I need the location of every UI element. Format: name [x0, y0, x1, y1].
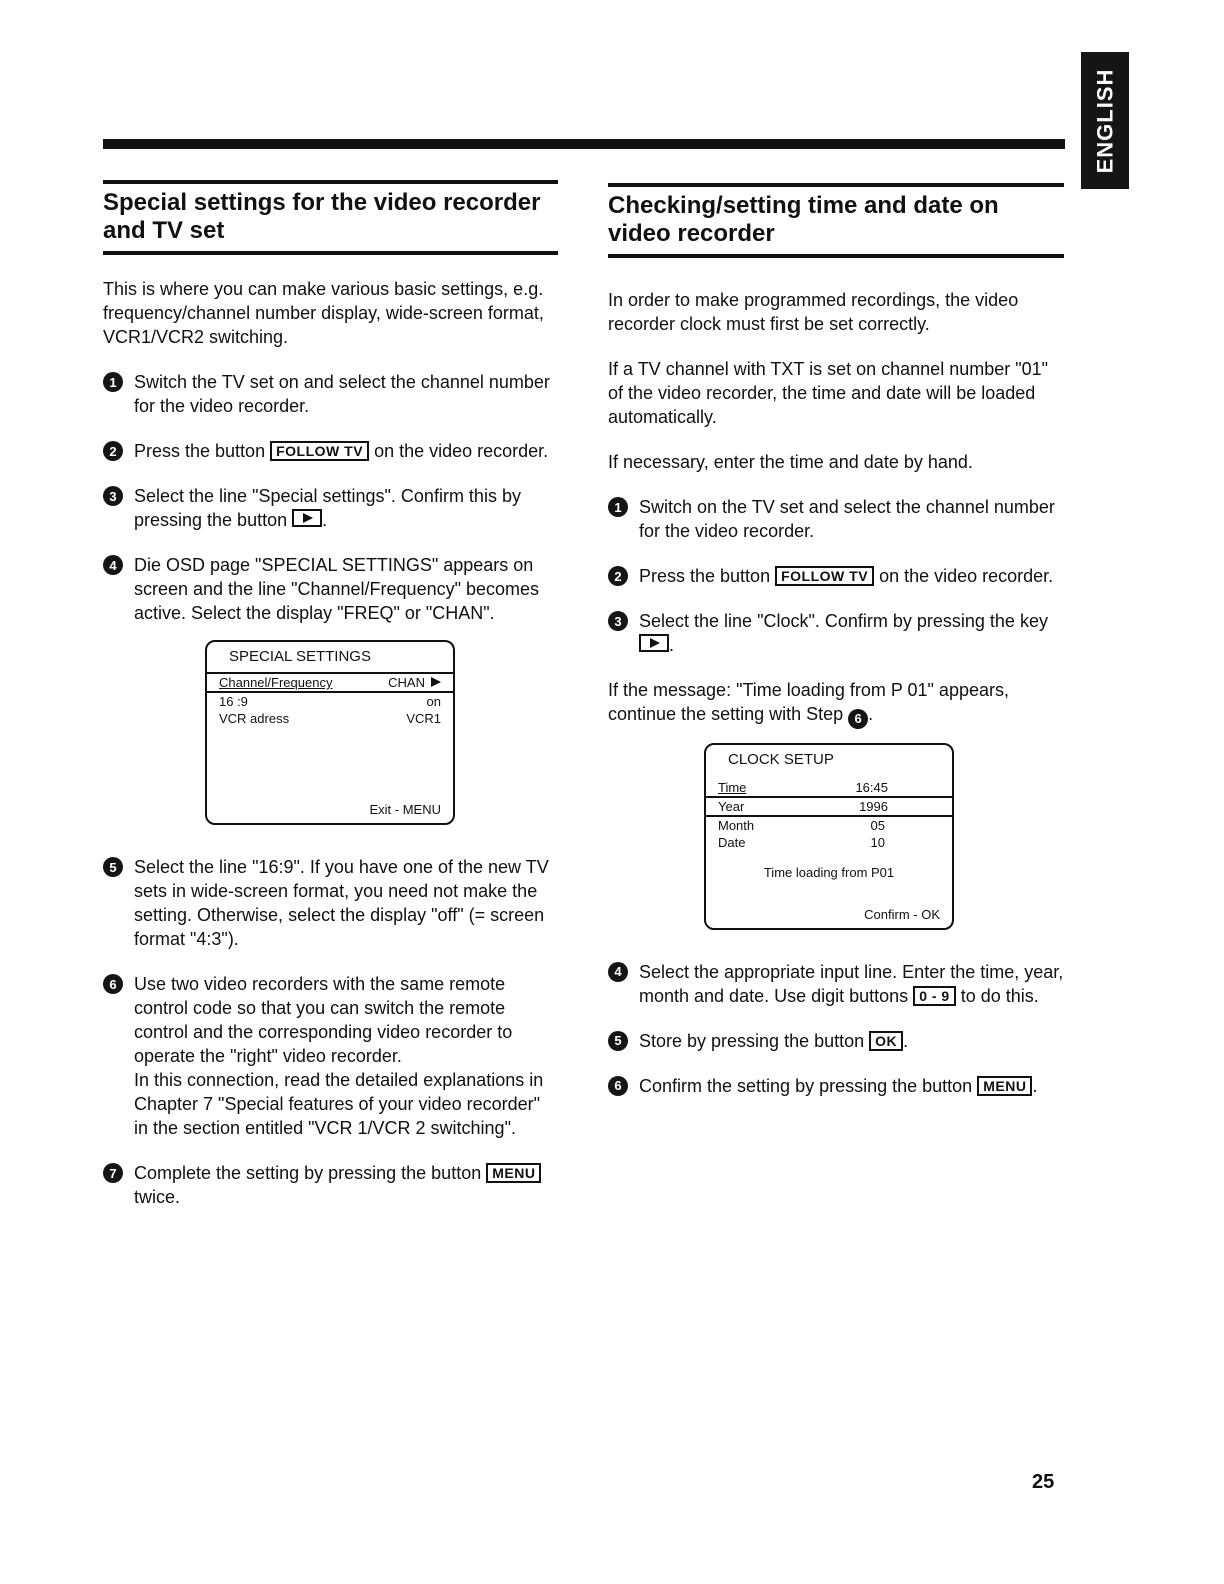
step-text: Select the line "16:9". If you have one of the new TV sets in wide-screen format, you need not make the setting. Otherwise, select the display "off" (= screen format "4:3").	[134, 857, 549, 949]
step-number: 3	[103, 486, 123, 506]
language-label: ENGLISH	[1092, 68, 1118, 173]
step-text: Press the button	[639, 566, 771, 586]
message-text-end: .	[868, 704, 874, 724]
osd-row-label: Date	[718, 834, 746, 850]
osd-row-label: Channel/Frequency	[219, 675, 333, 690]
osd-footer: Exit - MENU	[369, 802, 441, 817]
play-arrow-icon	[431, 677, 441, 687]
section-heading-box	[103, 180, 558, 255]
step-7	[103, 1161, 558, 1209]
osd-row-label: Month	[718, 817, 755, 833]
step-text: .	[1032, 1075, 1038, 1096]
step-text: .	[903, 1030, 909, 1051]
message-text: If the message: "Time loading from P 01" appears, continue the setting with Step	[608, 680, 1009, 724]
step-reference: 6	[848, 709, 868, 729]
ok-key: OK	[869, 1031, 903, 1051]
osd-row-value: VCR1	[406, 711, 441, 726]
osd-message: Time loading from P01	[763, 864, 895, 880]
paragraph-2: If a TV channel with TXT is set on channel number "01" of the video recorder, the time and date will be loaded automatically.	[608, 359, 1049, 427]
page-number: 25	[1032, 1471, 1055, 1493]
step-number: 6	[608, 1076, 628, 1096]
step-6	[608, 1074, 1064, 1098]
clock-setup-osd	[704, 743, 954, 930]
menu-key: MENU	[977, 1076, 1032, 1096]
osd-title: SPECIAL SETTINGS	[229, 648, 371, 665]
special-settings-osd	[205, 640, 455, 825]
step-3	[103, 484, 558, 532]
step-number: 6	[103, 974, 123, 994]
step-5	[608, 1029, 1064, 1053]
step-number: 3	[608, 611, 628, 631]
step-number: 5	[103, 857, 123, 877]
step-number: 5	[608, 1031, 628, 1051]
language-tab	[1081, 52, 1129, 189]
osd-row-year	[706, 796, 952, 817]
osd-row-value: 1996	[859, 798, 888, 814]
header-rule	[103, 139, 1065, 149]
step-text: Select the line "Clock". Confirm by pressing the key	[639, 611, 1048, 631]
step-text: Die OSD page "SPECIAL SETTINGS" appears on screen and the line "Channel/Frequency" becomes active. Select the display "FREQ" or "CHAN".	[134, 555, 540, 623]
osd-row-value: CHAN	[388, 675, 425, 690]
step-1	[103, 370, 558, 418]
clock-setup-section	[608, 183, 1064, 1098]
step-3	[608, 609, 1064, 657]
step-4	[103, 553, 558, 625]
section-heading: Special settings for the video recorder and TV set	[103, 189, 541, 244]
step-number: 1	[103, 372, 123, 392]
osd-row-value: on	[426, 694, 441, 709]
step-number: 4	[608, 962, 628, 982]
step-2	[608, 564, 1064, 588]
step-text: twice.	[134, 1187, 181, 1207]
osd-row-vcr	[207, 710, 453, 727]
step-number: 7	[103, 1163, 123, 1183]
paragraph-1: In order to make programmed recordings, the video recorder clock must first be set correctly.	[608, 290, 1019, 334]
step-text: Complete the setting by pressing the button	[134, 1163, 482, 1183]
step-number: 4	[103, 555, 123, 575]
step-number: 2	[103, 441, 123, 461]
message-paragraph	[608, 678, 1064, 729]
digit-keys: 0 - 9	[913, 986, 956, 1006]
osd-row-aspect	[207, 693, 453, 710]
osd-row-value: 10	[870, 834, 885, 850]
step-text: Press the button	[134, 441, 266, 461]
step-text: Confirm the setting by pressing the button	[639, 1075, 973, 1096]
step-text: on the video recorder.	[374, 441, 549, 461]
step-6	[103, 972, 558, 1140]
play-key-icon	[292, 509, 322, 527]
step-2	[103, 439, 558, 463]
step-text: .	[322, 510, 328, 530]
follow-tv-key: FOLLOW TV	[270, 441, 369, 461]
step-5	[103, 855, 558, 951]
osd-title: CLOCK SETUP	[728, 750, 834, 768]
paragraph-3: If necessary, enter the time and date by hand.	[608, 452, 973, 472]
step-text: Switch the TV set on and select the channel number for the video recorder.	[134, 372, 550, 416]
step-number: 1	[608, 497, 628, 517]
follow-tv-key: FOLLOW TV	[775, 566, 874, 586]
osd-row-month	[706, 817, 952, 834]
section-heading: Checking/setting time and date on video recorder	[608, 192, 999, 247]
step-4	[608, 960, 1064, 1008]
osd-row-value: 05	[870, 817, 885, 833]
step-text: to do this.	[960, 985, 1039, 1006]
step-text-continued: In this connection, read the detailed explanations in Chapter 7 "Special features of your video recorder" in the section entitled "VCR 1/VCR 2 switching".	[134, 1070, 544, 1138]
osd-row-channel	[207, 672, 453, 693]
menu-key: MENU	[486, 1163, 541, 1183]
osd-row-time	[706, 779, 952, 796]
intro-paragraph: This is where you can make various basic settings, e.g. frequency/channel number display, wide-screen format, VCR1/VCR2 switching.	[103, 279, 544, 347]
osd-row-value: 16:45	[855, 779, 888, 795]
step-number: 2	[608, 566, 628, 586]
section-heading-box	[608, 183, 1064, 258]
step-text: Store by pressing the button	[639, 1030, 865, 1051]
step-text: Select the line "Special settings". Confirm this by pressing the button	[134, 486, 521, 530]
step-text: .	[669, 635, 675, 655]
osd-row-label: Year	[718, 798, 745, 814]
osd-row-label: 16 :9	[219, 694, 248, 709]
step-1	[608, 495, 1064, 543]
osd-row-label: VCR adress	[219, 711, 290, 726]
step-text: Use two video recorders with the same remote control code so that you can switch the remote control and the corresponding video recorder to operate the "right" video recorder.	[134, 974, 513, 1066]
osd-row-date	[706, 834, 952, 851]
osd-footer: Confirm - OK	[864, 906, 940, 922]
step-text: Switch on the TV set and select the channel number for the video recorder.	[639, 497, 1055, 541]
osd-row-label: Time	[718, 779, 747, 795]
step-text: on the video recorder.	[879, 566, 1054, 586]
play-key-icon	[639, 634, 669, 652]
step-text: Select the appropriate input line. Enter the time, year, month and date. Use digit buttons	[639, 961, 1064, 1006]
special-settings-section	[103, 180, 558, 1209]
